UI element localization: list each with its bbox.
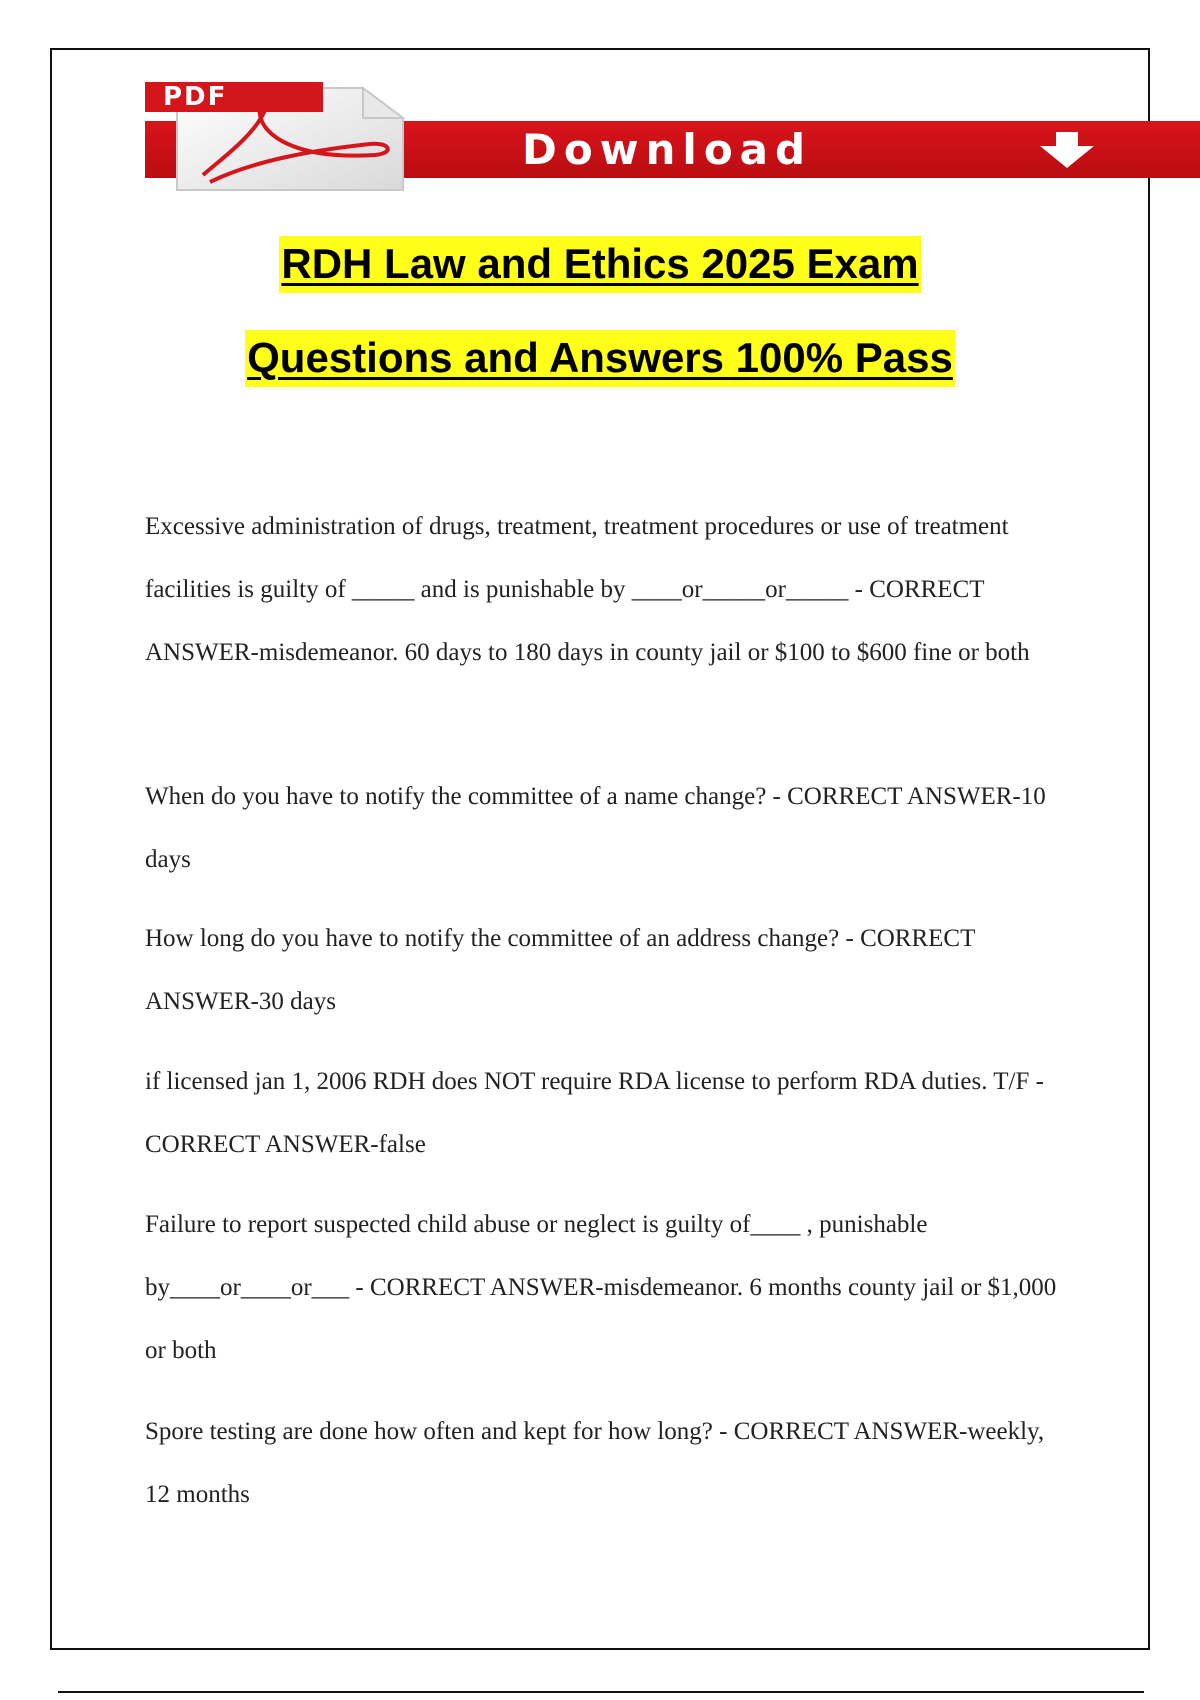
footer-divider xyxy=(58,1691,1144,1693)
title-line-2 xyxy=(0,334,1200,382)
pdf-label: PDF xyxy=(145,82,323,112)
qa-item-1: Excessive administration of drugs, treatment, treatment procedures or use of treatment facilities is guilty of _____ and is punishable by ____or_____or_____ - CORRECT ANSWER-misdemeanor. 60 days to 180 days in county jail or $100 to $600 fine or both xyxy=(145,513,1030,666)
title-text-2: Questions and Answers 100% Pass xyxy=(245,330,955,387)
qa-item-4: if licensed jan 1, 2006 RDH does NOT require RDA license to perform RDA duties. T/F - CORRECT ANSWER-false xyxy=(145,1068,1044,1158)
title-text-1: RDH Law and Ethics 2025 Exam xyxy=(279,236,920,293)
title-line-1 xyxy=(0,240,1200,288)
download-label[interactable]: Download xyxy=(522,125,813,174)
qa-item-5: Failure to report suspected child abuse or neglect is guilty of____ , punishable by____or____or___ - CORRECT ANSWER-misdemeanor. 6 months county jail or $1,000 or both xyxy=(145,1211,1057,1364)
qa-item-3: How long do you have to notify the committee of an address change? - CORRECT ANSWER-30 days xyxy=(145,925,975,1015)
qa-item-6: Spore testing are done how often and kept for how long? - CORRECT ANSWER-weekly, 12 months xyxy=(145,1418,1045,1508)
download-arrow-icon[interactable] xyxy=(1028,130,1106,170)
qa-item-2: When do you have to notify the committee of a name change? - CORRECT ANSWER-10 days xyxy=(145,783,1046,873)
